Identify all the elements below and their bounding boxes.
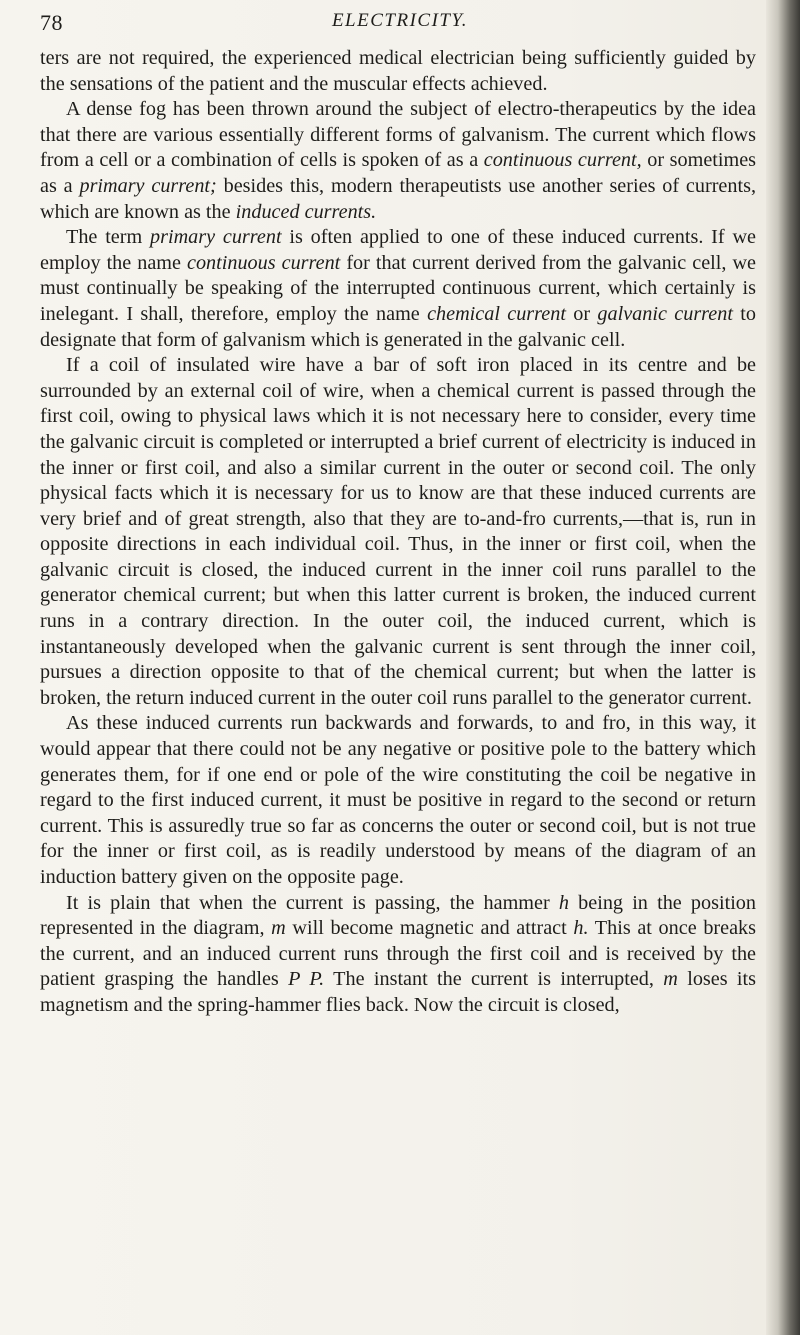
text-run: to designate that form of galvanism which is generated in the galvanic cell. <box>40 302 756 351</box>
italic-term: induced currents. <box>235 200 377 223</box>
book-binding-edge <box>766 0 800 1335</box>
body-text <box>40 46 756 1019</box>
italic-term: primary current; <box>79 174 217 197</box>
italic-term: m <box>271 917 286 940</box>
paragraph-2 <box>40 97 756 225</box>
italic-term: P P. <box>288 968 325 991</box>
text-run: loses its magnetism and the spring-hammer flies back. Now the circuit is closed, <box>40 968 756 1016</box>
page-number: 78 <box>40 10 63 35</box>
running-title: ELECTRICITY. <box>331 10 469 31</box>
text-run: The instant the current is interrupted, <box>324 968 664 991</box>
paragraph-6 <box>40 891 756 1019</box>
paragraph-3 <box>40 225 756 353</box>
paragraph-1: ters are not required, the experienced medical electrician being sufficiently guided by the sensations of the patient and the muscular effects achieved. <box>40 47 756 95</box>
text-run: The term <box>66 226 151 249</box>
italic-term: primary current <box>150 226 282 249</box>
text-run: It is plain that when the current is passing, the hammer <box>66 891 559 914</box>
text-run: or sometimes as a <box>40 149 757 197</box>
text-run: will become magnetic and attract <box>285 917 574 940</box>
paragraph-4: If a coil of insulated wire have a bar of soft iron placed in its centre and be surrounded by an external coil of wire, when a chemical current is passed through the first coil, owing to physical laws which it is not necessary here to consider, every time the galvanic circuit is completed or interrupted a brief current of electricity is induced in the inner or first coil, and also a similar current in the outer or second coil. The only physical facts which it is necessary for us to know are that these induced currents are very brief and of great strength, also that they are to-and-fro currents,—that is, run in opposite directions in each individual coil. Thus, in the inner or first coil, when the galvanic circuit is closed, the induced current in the inner coil runs parallel to the generator chemical current; but when this latter current is broken, the induced current runs in a contrary direction. In the outer coil, the induced current, which is instantaneously developed when the galvanic current is sent through the inner coil, pursues a direction opposite to that of the chemical current; but when the latter is broken, the return induced current in the outer coil runs parallel to the generator current. <box>40 354 756 709</box>
paragraph-5: As these induced currents run backwards and forwards, to and fro, in this way, it would appear that there could not be any negative or positive pole to the battery which generates them, for if one end or pole of the wire constituting the coil be negative in regard to the first induced current, it must be positive in regard to the second or return current. This is assuredly true so far as concerns the outer or second coil, but is not true for the inner or first coil, as is readily understood by means of the diagram of an induction battery given on the opposite page. <box>40 712 756 888</box>
text-run: or <box>565 302 598 325</box>
italic-term: continuous current, <box>483 149 642 172</box>
italic-term: m <box>663 968 678 991</box>
italic-term: galvanic current <box>597 302 733 325</box>
page-header <box>40 0 760 44</box>
text-run: being in the position represented in the diagram, <box>40 891 756 940</box>
italic-term: continuous current <box>187 251 341 274</box>
italic-term: h. <box>573 917 589 940</box>
text-run: This at once breaks the current, and an induced current runs through the first coil and is received by the patient grasping the handles <box>40 917 757 991</box>
italic-term: h <box>558 891 569 914</box>
text-run: besides this, modern therapeutists use another series of currents, which are known as the <box>40 174 756 223</box>
italic-term: chemical current <box>427 302 566 325</box>
text-run: is often applied to one of these induced currents. If we employ the name <box>40 226 756 274</box>
text-run: A dense fog has been thrown around the subject of electro-therapeutics by the idea that there are various essentially different forms of galvanism. The current which flows from a cell or a combination of cells is spoken of as a <box>40 98 756 172</box>
text-run: for that current derived from the galvanic cell, we must continually be speaking of the interrupted continuous current, which certainly is inelegant. I shall, therefore, employ the name <box>40 251 756 325</box>
